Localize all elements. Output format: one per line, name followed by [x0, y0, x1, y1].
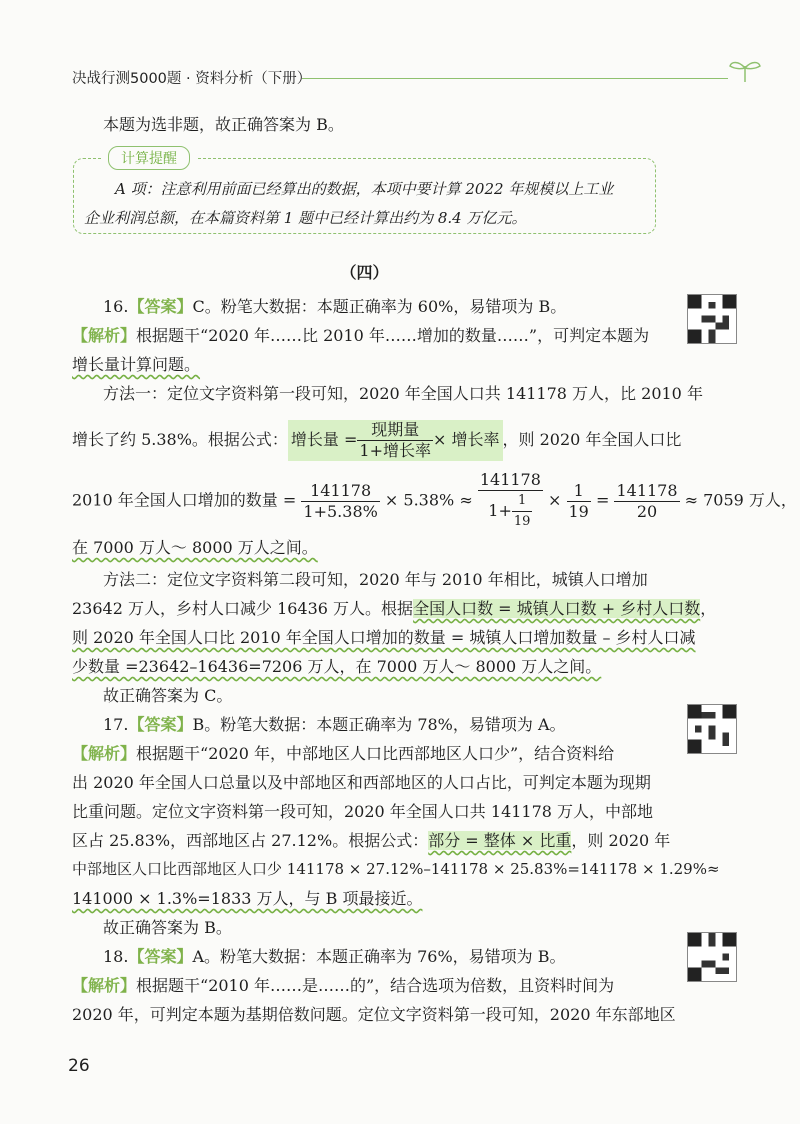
answer-text: B。粉笔大数据：本题正确率为 78%，易错项为 A。 — [192, 715, 566, 734]
q17-exp-line3: 比重问题。定位文字资料第一段可知，2020 年全国人口共 141178 万人，中部地 — [72, 802, 654, 821]
qr-code[interactable] — [687, 932, 737, 982]
calc-tip-label: 计算提醒 — [102, 146, 196, 170]
text-run: 根据题干“2020 年，中部地区人口比西部地区人口少”，结合资料给 — [136, 744, 615, 763]
text-run: 增长量计算问题。 — [72, 355, 201, 374]
text-run: ，则 2020 年 — [571, 831, 671, 850]
proportion-formula: 部分 = 整体 × 比重 — [428, 831, 572, 850]
q16-method1-end — [72, 533, 657, 562]
calc-tip-body — [84, 175, 649, 233]
qr-code[interactable] — [687, 294, 737, 344]
text-run: ， — [700, 599, 717, 618]
explanation-tag: 【解析】 — [72, 744, 137, 763]
q16-exp-line1 — [72, 321, 657, 350]
fraction: $\frac{1}{19}$ — [568, 480, 589, 521]
header-rule — [302, 78, 728, 79]
tip-line: 企业利润总额，在本篇资料第 1 题中已经计算出约为 8.4 万亿元。 — [84, 209, 527, 227]
answer-text: A。粉笔大数据：本题正确率为 76%，易错项为 B。 — [192, 947, 566, 966]
fraction: $\frac{\text{现期量}}{\text{1+增长率}}$ — [359, 420, 432, 460]
q16-exp-line2 — [72, 350, 657, 379]
q16-method2-line1: 方法二：定位文字资料第二段可知，2020 年与 2010 年相比，城镇人口增加 — [103, 570, 648, 589]
text-run: 根据题干“2020 年……比 2010 年……增加的数量……”，可判定本题为 — [136, 326, 650, 345]
answer-tag: 【答案】 — [128, 715, 193, 734]
q16-calc-line — [72, 470, 797, 532]
population-formula: 全国人口数 = 城镇人口数 + 乡村人口数 — [413, 599, 701, 618]
q16-method2-line3 — [72, 623, 696, 652]
q16-final: 故正确答案为 C。 — [103, 686, 233, 705]
calc-tip-box — [73, 151, 656, 234]
q16-method1-line1: 方法一：定位文字资料第一段可知，2020 年全国人口共 141178 万人，比 2010 年 — [103, 384, 703, 403]
page-number: 26 — [68, 1056, 90, 1076]
q17-answer — [72, 710, 688, 739]
q17-final: 故正确答案为 B。 — [103, 918, 232, 937]
q18-exp-line2: 2020 年，可判定本题为基期倍数问题。定位文字资料第一段可知，2020 年东部地区 — [72, 1005, 676, 1024]
text-run: × 5.38% ≈ — [384, 490, 473, 510]
growth-formula — [288, 420, 503, 461]
text-run: 少数量 =23642–16436=7206 万人，在 7000 万人～ 8000 万人之间。 — [72, 657, 602, 676]
q17-exp-line5: 中部地区人口比西部地区人口少 141178 × 27.12%–141178 × 25.83%=141178 × 1.29%≈ — [72, 860, 720, 878]
fraction: 141178 1+ $\frac{1}{19}$ — [478, 470, 543, 532]
text-run: 2010 年全国人口增加的数量 = — [72, 490, 297, 510]
q16-method2-line4 — [72, 652, 657, 681]
text-run: 141000 × 1.3%=1833 万人，与 B 项最接近。 — [72, 889, 423, 908]
section-title: （四） — [340, 263, 389, 282]
q16-method2-line2 — [72, 594, 717, 623]
explanation-tag: 【解析】 — [72, 326, 137, 345]
qr-code[interactable] — [687, 704, 737, 754]
text-run: 则 2020 年全国人口比 2010 年全国人口增加的数量 = 城镇人口增加数量 – 乡村人口减 — [72, 628, 696, 647]
text-run: 区占 25.83%，西部地区占 27.12%。根据公式： — [72, 831, 429, 850]
text-run: × — [548, 490, 562, 510]
text-run: 增长量 = — [290, 430, 358, 449]
text-run: 根据题干“2010 年……是……的”，结合选项为倍数，且资料时间为 — [136, 976, 615, 995]
question-number: 17. — [103, 715, 129, 734]
intro-text: 本题为选非题，故正确答案为 B。 — [103, 115, 344, 134]
answer-tag: 【答案】 — [128, 297, 193, 316]
q16-formula-line — [72, 420, 682, 461]
q17-exp-line4 — [72, 826, 671, 855]
q18-exp-line1 — [72, 971, 657, 1000]
fraction: $\frac{141178}{20}$ — [616, 480, 678, 521]
text-run: × 增长率 — [433, 430, 500, 449]
text-run: 23642 万人，乡村人口减少 16436 万人。根据 — [72, 599, 414, 618]
q17-exp-line6 — [72, 884, 657, 913]
text-run: = — [595, 490, 610, 510]
fraction: $\frac{141178}{1+5.38\%}$ — [303, 480, 378, 521]
text-run: 在 7000 万人～ 8000 万人之间。 — [72, 538, 318, 557]
answer-tag: 【答案】 — [128, 947, 193, 966]
text-run: 增长了约 5.38%。根据公式： — [72, 430, 288, 449]
question-number: 18. — [103, 947, 129, 966]
running-header — [72, 62, 762, 92]
book-title: 决战行测5000题 · 资料分析（下册） — [72, 71, 312, 87]
q17-exp-line2: 出 2020 年全国人口总量以及中部地区和西部地区的人口占比，可判定本题为现期 — [72, 773, 651, 792]
text-run: ≈ 7059 万人， — [684, 490, 797, 510]
sprout-icon — [728, 56, 762, 84]
question-number: 16. — [103, 297, 129, 316]
q18-answer — [72, 942, 688, 971]
tip-line: A 项：注意利用前面已经算出的数据，本项中要计算 2022 年规模以上工业 — [115, 180, 614, 198]
answer-text: C。粉笔大数据：本题正确率为 60%，易错项为 B。 — [192, 297, 567, 316]
text-run: ，则 2020 年全国人口比 — [502, 430, 682, 449]
q16-answer — [72, 292, 688, 321]
explanation-tag: 【解析】 — [72, 976, 137, 995]
q17-exp-line1 — [72, 739, 657, 768]
